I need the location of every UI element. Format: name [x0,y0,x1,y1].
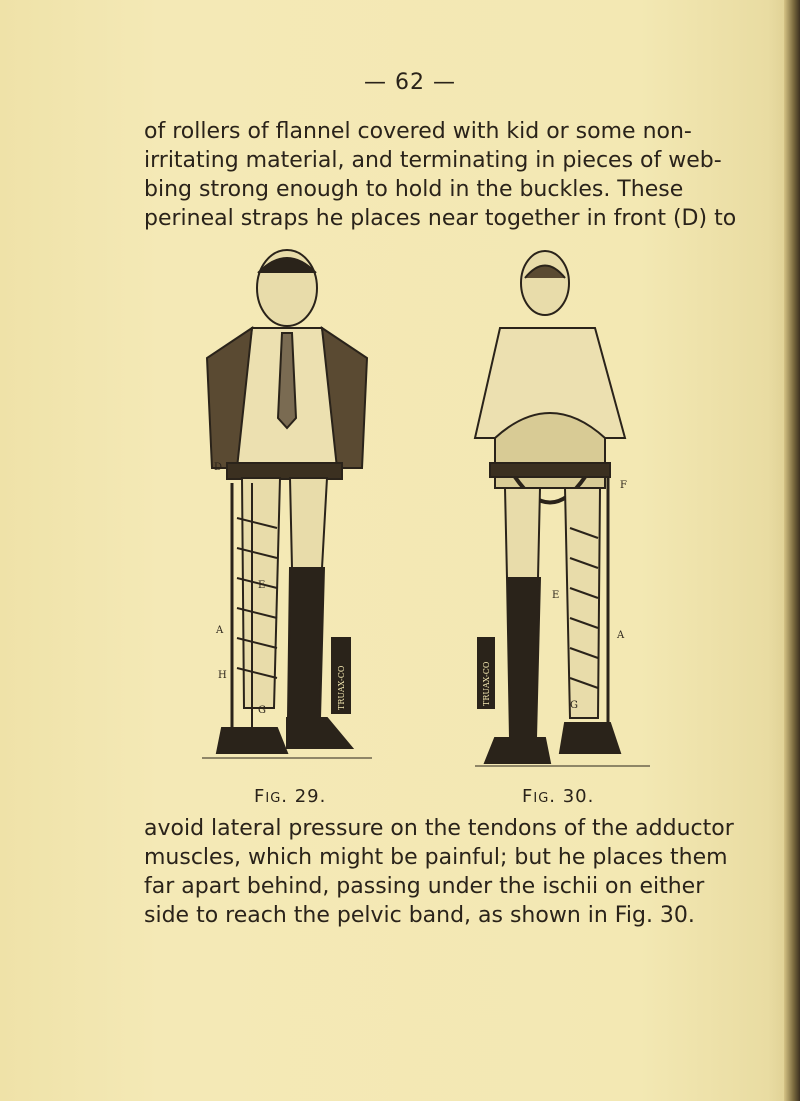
figure-label: D [214,462,223,473]
figure-30-illustration [470,238,655,773]
paragraph-top [144,117,737,233]
text-line: muscles, which might be painful; but he places them [144,845,728,870]
figure-29-caption: Fig. 29. [254,786,327,807]
figure-30-caption: Fig. 30. [522,786,595,807]
maker-stamp: TRUAX-CO [337,665,346,710]
maker-stamp: TRUAX-CO [482,661,491,706]
text-line: side to reach the pelvic band, as shown in Fig. 30. [144,903,695,928]
text-line: far apart behind, passing under the ischii on either [144,874,705,899]
figure-label: G [258,705,266,716]
figure-label: G [570,700,578,711]
text-line: perineal straps he places near together in front (D) to [144,206,737,231]
text-line: of rollers of flannel covered with kid or some non- [144,119,692,144]
page-number: — 62 — [364,70,456,95]
figure-label: A [216,625,224,636]
paragraph-bottom [144,814,734,930]
text-line: bing strong enough to hold in the buckles. These [144,177,684,202]
figure-label: H [218,670,227,681]
figure-29-illustration [192,238,382,773]
figure-label: E [552,590,560,601]
page-edge-shadow [784,0,800,1101]
figure-label: E [258,580,266,591]
figure-label: A [617,630,625,641]
text-line: irritating material, and terminating in pieces of web- [144,148,722,173]
figure-label: F [620,480,627,491]
text-line: avoid lateral pressure on the tendons of the adductor [144,816,734,841]
